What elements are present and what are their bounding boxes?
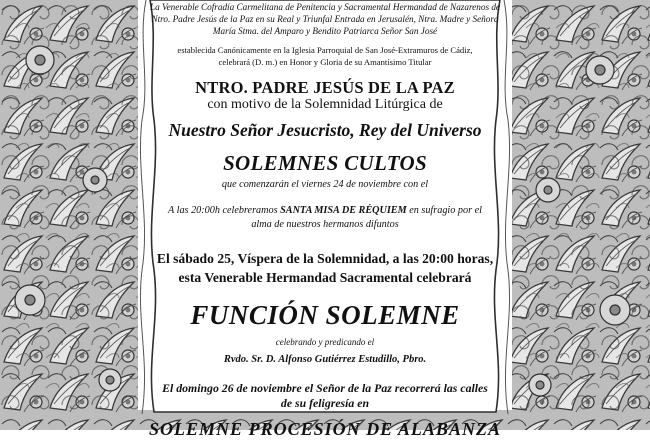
procesion-heading-partial: SOLEMNE PROCESIÓN DE ALABANZA [149, 419, 501, 439]
header-line-1: La Venerable Cofradía Carmelitana de Penitencia y Sacramental Hermandad de Nazarenos de [149, 2, 500, 12]
titular-heading: NTRO. PADRE JESÚS DE LA PAZ [195, 78, 455, 97]
header-line-5: celebrará (D. m.) en Honor y Gloria de su Amantísimo Titular [218, 57, 432, 67]
header-line-2: Ntro. Padre Jesús de la Paz en su Real y Triunfal Entrada en Jerusalén, Ntra. Madre y Señora [151, 14, 499, 24]
header-line-4: establecida Canónicamente en la Iglesia Parroquial de San José-Extramuros de Cádiz, [177, 45, 473, 55]
predicador-line: Rvdo. Sr. D. Alfonso Gutiérrez Estudillo, Pbro. [223, 354, 427, 365]
funcion-title: FUNCIÓN SOLEMNE [190, 300, 460, 330]
misa-line-1 [120, 205, 530, 216]
cultos-start-line: que comenzarán el viernes 24 de noviembre con el [221, 179, 429, 190]
header-line-3: María Stma. del Amparo y Bendito Patriarca Señor San José [212, 26, 438, 36]
domingo-line-1: El domingo 26 de noviembre el Señor de la Paz recorrerá las calles [162, 381, 488, 395]
motivo-line: con motivo de la Solemnidad Litúrgica de [207, 97, 443, 112]
cultos-title: SOLEMNES CULTOS [223, 151, 427, 175]
misa-post: en sufragio por el [406, 205, 482, 216]
solemnidad-heading: Nuestro Señor Jesucristo, Rey del Universo [168, 120, 482, 140]
misa-line-2: alma de nuestros hermanos difuntos [251, 219, 399, 230]
sabado-line-2: esta Venerable Hermandad Sacramental celebrará [178, 270, 472, 285]
domingo-line-2: de su feligresía en [280, 396, 370, 410]
misa-pre: A las 20:00h celebreramos [168, 205, 281, 216]
celebrando-line: celebrando y predicando el [275, 337, 375, 347]
document-text [120, 0, 530, 439]
sabado-line-1: El sábado 25, Víspera de la Solemnidad, a las 20:00 horas, [156, 251, 494, 266]
misa-bold: SANTA MISA DE RÉQUIEM [280, 205, 407, 216]
